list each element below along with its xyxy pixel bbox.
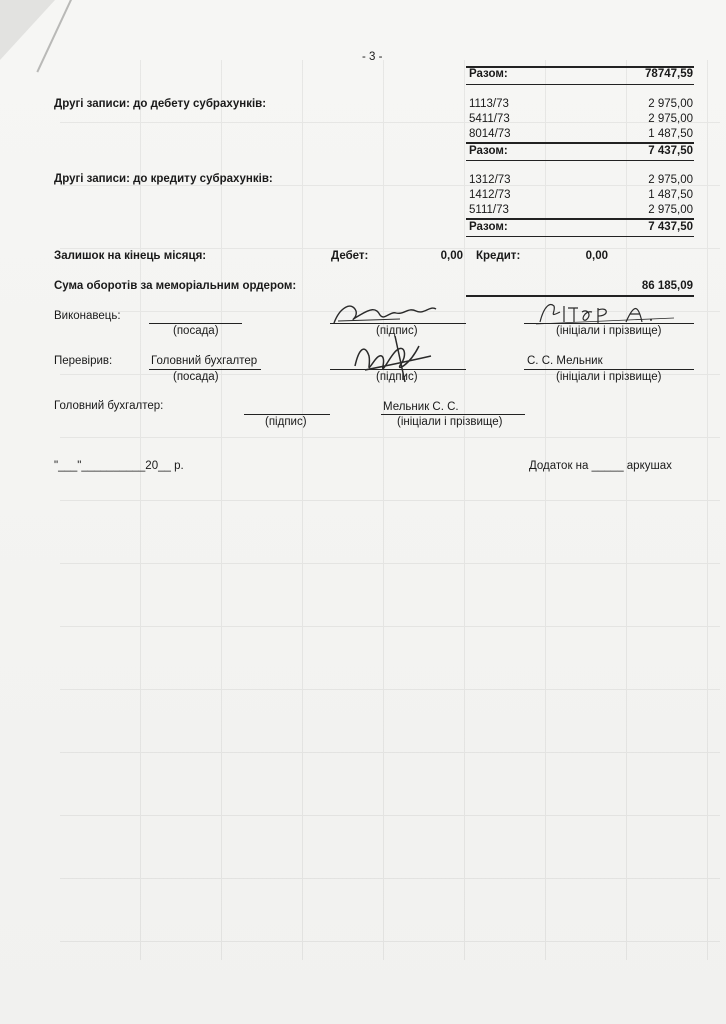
executor-handwritten-initials — [534, 298, 684, 328]
checker-initials-caption: (ініціали і прізвище) — [556, 371, 662, 383]
balance-debit-label: Дебет: — [331, 250, 369, 262]
credit-account-2: 1412/73 — [469, 189, 511, 201]
debit-account-1: 1113/73 — [469, 98, 509, 110]
total-label-top: Разом: — [469, 68, 508, 80]
balance-debit-value: 0,00 — [440, 250, 463, 262]
debit-account-3: 8014/73 — [469, 128, 511, 140]
checker-initials-line — [524, 369, 694, 370]
debit-amount-1: 2 975,00 — [648, 98, 693, 110]
page-number: - 3 - — [362, 51, 383, 63]
checker-signature-mark — [335, 326, 435, 386]
debit-section-label: Другі записи: до дебету субрахунків: — [54, 98, 267, 110]
credit-section-label: Другі записи: до кредиту субрахунків: — [54, 173, 273, 185]
credit-account-1: 1312/73 — [469, 174, 511, 186]
date-line: "___"__________20__ р. — [54, 460, 184, 472]
executor-position-caption: (посада) — [173, 325, 219, 337]
executor-label: Виконавець: — [54, 310, 121, 322]
rule-top-bottom — [466, 84, 694, 85]
debit-total-value: 7 437,50 — [648, 145, 693, 157]
executor-signature-mark — [330, 297, 440, 329]
executor-signature-caption: (підпис) — [376, 325, 418, 337]
rule-debit — [466, 142, 694, 144]
balance-credit-label: Кредит: — [476, 250, 521, 262]
checker-position-caption: (посада) — [173, 371, 219, 383]
rule-debit-bottom — [466, 160, 694, 161]
debit-amount-3: 1 487,50 — [648, 128, 693, 140]
executor-initials-caption: (ініціали і прізвище) — [556, 325, 662, 337]
rule-turnover — [466, 295, 694, 297]
chief-signature-caption: (підпис) — [265, 416, 307, 428]
checker-position-line — [149, 369, 261, 370]
balance-credit-value: 0,00 — [585, 250, 608, 262]
checker-position-value: Головний бухгалтер — [151, 355, 258, 367]
chief-signature-line — [244, 414, 330, 415]
balance-label: Залишок на кінець місяця: — [54, 250, 207, 262]
turnover-label: Сума оборотів за меморіальним ордером: — [54, 280, 297, 292]
rule-credit — [466, 218, 694, 220]
chief-initials-line — [381, 414, 525, 415]
turnover-value: 86 185,09 — [641, 280, 693, 292]
debit-total-label: Разом: — [469, 145, 508, 157]
total-value-top: 78747,59 — [645, 68, 693, 80]
checker-signature-caption: (підпис) — [376, 371, 418, 383]
credit-amount-2: 1 487,50 — [648, 189, 693, 201]
chief-initials-caption: (ініціали і прізвище) — [397, 416, 503, 428]
credit-account-3: 5111/73 — [469, 204, 509, 216]
checker-label: Перевірив: — [54, 355, 113, 367]
credit-total-label: Разом: — [469, 221, 508, 233]
chief-label: Головний бухгалтер: — [54, 400, 164, 412]
attachment-note: Додаток на _____ аркушах — [529, 460, 672, 472]
credit-amount-3: 2 975,00 — [648, 204, 693, 216]
credit-amount-1: 2 975,00 — [648, 174, 693, 186]
chief-name-value: Мельник С. С. — [383, 401, 459, 413]
debit-amount-2: 2 975,00 — [648, 113, 693, 125]
debit-account-2: 5411/73 — [469, 113, 510, 125]
credit-total-value: 7 437,50 — [648, 221, 693, 233]
rule-credit-bottom — [466, 236, 694, 237]
checker-name-value: С. С. Мельник — [527, 355, 603, 367]
executor-position-line — [149, 323, 242, 324]
